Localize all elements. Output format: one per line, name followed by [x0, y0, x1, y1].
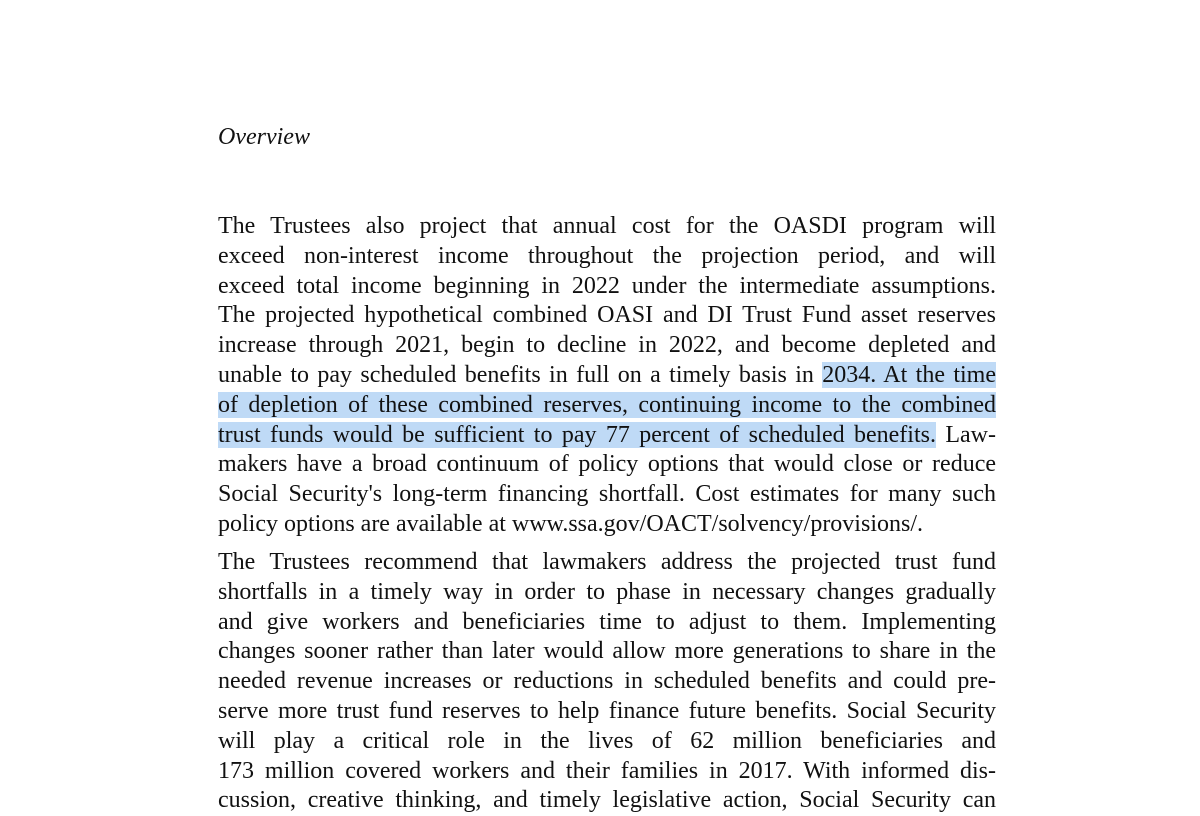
text-segment: cussion, creative thinking, and timely legislative action, Social Security can — [218, 787, 996, 814]
text-segment: makers have a broad continuum of policy options that would close or reduce — [218, 451, 996, 478]
text-segment: The Trustees also project that annual cost for the OASDI program will — [218, 213, 996, 239]
paragraph-1-line — [218, 360, 996, 390]
text-segment: Social Security's long-term financing shortfall. Cost estimates for many such — [218, 481, 996, 508]
section-heading: Overview — [218, 124, 310, 150]
paragraph-1-line — [218, 479, 996, 509]
text-segment: The projected hypothetical combined OASI and DI Trust Fund asset reserves — [218, 302, 996, 329]
selected-text: trust funds would be sufficient to pay 77 percent of scheduled benefits. — [218, 421, 936, 448]
paragraph-2-line — [218, 726, 996, 756]
paragraph-1-line — [218, 211, 996, 241]
text-segment: changes sooner rather than later would allow more generations to share in the — [218, 638, 996, 665]
text-segment: and give workers and beneficiaries time to adjust to them. Implementing — [218, 608, 996, 635]
text-segment: exceed non-interest income throughout the projection period, and will — [218, 242, 996, 269]
paragraph-1-line — [218, 449, 996, 479]
paragraph-2-line — [218, 696, 996, 726]
text-segment: The Trustees recommend that lawmakers address the projected trust fund — [218, 549, 996, 575]
paragraph-2-line — [218, 756, 996, 786]
selected-text: 2034. At the time — [822, 362, 996, 388]
paragraph-1-line — [218, 330, 996, 360]
paragraph-1-line — [218, 241, 996, 271]
text-segment: needed revenue increases or reductions in scheduled benefits and could pre- — [218, 668, 996, 695]
paragraph-2-line — [218, 785, 996, 815]
paragraph-2-line — [218, 636, 996, 666]
text-segment: unable to pay scheduled benefits in full on a timely basis in — [218, 362, 823, 388]
text-segment: shortfalls in a timely way in order to phase in necessary changes gradually — [218, 578, 996, 605]
text-segment: Law- — [935, 421, 997, 448]
selected-text: of depletion of these combined reserves, continuing income to the combined — [218, 391, 996, 418]
text-segment: exceed total income beginning in 2022 under the intermediate assumptions. — [218, 272, 996, 299]
paragraph-1-line — [218, 390, 996, 420]
paragraph-2-line — [218, 547, 996, 577]
paragraph-2-line — [218, 607, 996, 637]
paragraph-1-line — [218, 509, 996, 539]
paragraph-1-line — [218, 271, 996, 301]
text-segment: will play a critical role in the lives of 62 million beneficiaries and — [218, 727, 996, 754]
paragraph-1-line — [218, 300, 996, 330]
paragraph-2-line — [218, 577, 996, 607]
text-segment: policy options are available at www.ssa.gov/OACT/solvency/provisions/. — [218, 511, 923, 537]
text-segment: serve more trust fund reserves to help finance future benefits. Social Security — [218, 698, 996, 724]
text-segment: increase through 2021, begin to decline in 2022, and become depleted and — [218, 332, 996, 359]
paragraph-1-line — [218, 420, 996, 450]
text-segment: 173 million covered workers and their families in 2017. With informed dis- — [218, 757, 996, 784]
paragraph-2-line — [218, 666, 996, 696]
